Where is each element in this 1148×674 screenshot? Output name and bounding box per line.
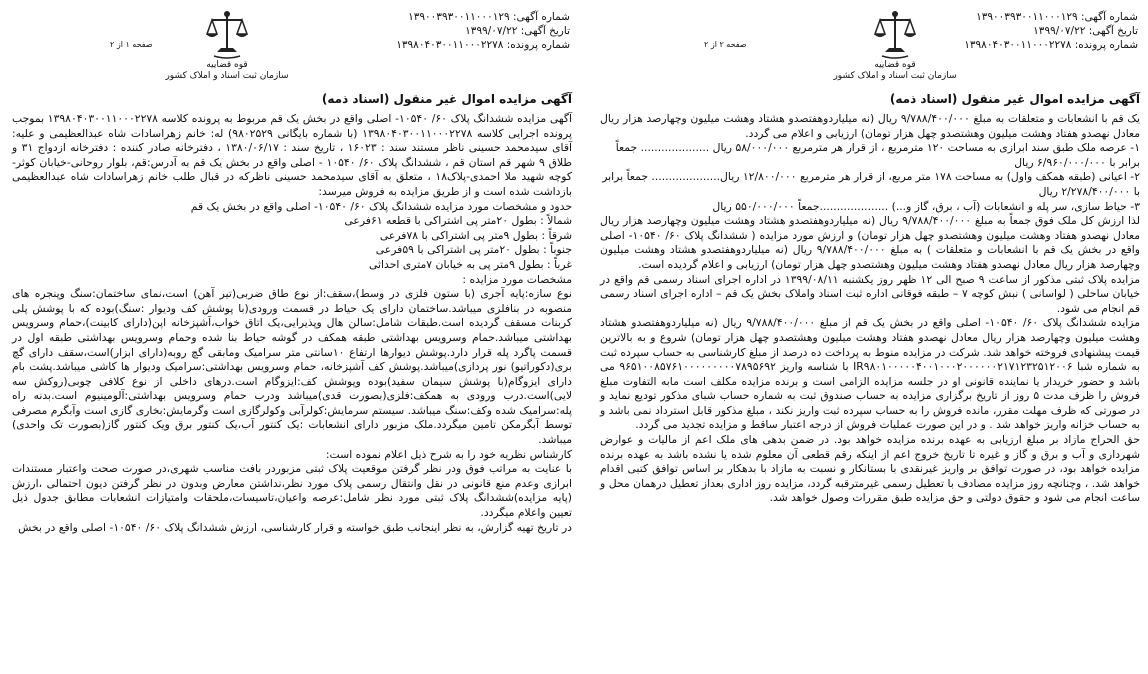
org-name-registry: سازمان ثبت اسناد و املاک کشور bbox=[165, 71, 289, 81]
paragraph: یک قم با انشعابات و متعلقات به مبلغ ۹/۷۸۸/۴۰۰/۰۰۰ ریال (نه میلیاردوهفتصدو هشتاد وهشت میلیون وچهارصد هزار ریال معادل نهصدو هفتاد وهشت میلیون وهشتصدو چهل هزار تومان) ارزیابی و اعلام می گردد. bbox=[600, 112, 1140, 140]
paragraph: آگهی مزایده ششدانگ پلاک ۶۰/ ۱۰۵۴۰- اصلی واقع در بخش یک قم مربوط به پرونده کلاسه ۱۳۹۸۰۴۰۳۰۰۱۱۰۰۰۲۲۷۸ بموجب پرونده اجرایی کلاسه ۱۳۹۸۰۴۰۳۰۰۱۱۰۰۰۲۲۷۸ (با شماره بایگانی ۹۸۰۲۵۲۹) له: خانم زهراسادات شاه عبدالعظیمی و علیه: آقای سیدمحمد حسینی ناظر مستند سند : ۱۶۰۲۳ ، تاریخ سند : ۱۳۸۰/۰۶/۱۷ ، دفترخانه صادر کننده : دفترخانه ازدواج ۳۱ و طلاق ۹ شهر قم استان قم ، ششدانگ پلاک ۶۰/ ۱۰۵۴۰ - اصلی واقع در بخش یک قم به آدرس:قم، بلوار روحانی-خیابان کوثر-کوچه شهید ملا احمدی-پلاک۱۸ ، متعلق به آقای سیدمحمد حسینی ناظرکه در قبال طلب خانم زهراسادات شاه عبدالعظیمی بازداشت شده است و از طریق مزایده به فروش میرسد: bbox=[12, 112, 572, 198]
paragraph: حدود و مشخصات مورد مزایده ششدانگ پلاک ۶۰/ ۱۰۵۴۰- اصلی واقع در بخش یک قم bbox=[190, 199, 572, 213]
ad-meta bbox=[964, 10, 1138, 52]
org-name-registry: سازمان ثبت اسناد و املاک کشور bbox=[833, 71, 957, 81]
notice-body bbox=[600, 112, 1140, 506]
page-number: صفحه ۱ از ۲ bbox=[110, 40, 153, 49]
notice-body bbox=[12, 112, 572, 535]
paragraph: ۱- عرصه ملک طبق سند ابرازی به مساحت ۱۲۰ مترمربع ، از قرار هر مترمربع ۵۸/۰۰۰/۰۰۰ ریال .................... جمعاً برابر با ۶/۹۶۰/۰۰۰/۰۰۰ ریال bbox=[615, 141, 1140, 169]
paragraph: جنوباً : بطول ۲۰متر پی اشتراکی با ۵۹فرعی bbox=[375, 243, 572, 257]
judiciary-emblem bbox=[152, 8, 302, 82]
ad-number: شماره آگهی: ۱۳۹۰۰۳۹۳۰۰۱۱۰۰۰۱۲۹ bbox=[976, 11, 1138, 23]
paragraph: نوع سازه:پایه آجری (با ستون فلزی در وسط)،سقف:از نوع طاق ضربی(تیر آهن) است،نمای ساختمان:سنگ وپنجره های منصوبه در بنافلزی میباشد.ساختمان دارای یک حیاط در قسمت ورودی(با پوشش کف ودیوار :سنگ)بوده که با پوشش پلی کربنات مسقف گردیده است.طبقات شامل:سالن هال وپذیرایی،یک اتاق خواب،آشپزخانه اپن(دارای کابینت)،حمام وسرویس بهداشتی میباشد.حمام وسرویس بهداشتی طبقه همکف در گوشه حیاط بنا شده وحمام وسرویس بهداشتی طبقه اول در قسمت پاگرد پله قرار دارد.پوشش دیوارها ارتفاع ۱۰سانتی متر سرامیک ومابقی گچ روبه(دارای ابزار)است،سقف دارای گچ بری(دکوراتیو) نور پردازی)میباشد.پوشش کف آشپزخانه، حمام وسرویس بهداشتی:سرامیک ودیوار ها کاشی میباشد.پشت بام دارای ایزوگام(با پوشش سیمان سفید)بوده وپوشش کف:ایزوگام است.درهای داخلی از نوع کلافی چوبی(روکش سه لایی)است.درب ورودی به همکف:فلزی(بصورت قدی)میباشد ودرب حمام وسرویس بهداشتی:آلومینیوم است.بدنه راه پله:سرامیک شده وکف:سنگ میباشد. سیستم سرمایش:کولرآبی وکولرگازی است وگرمایش:بخاری گازی است وآبگرم مصرفی توسط آبگرمکن تامین میگردد.ملک مزبور دارای انشعابات :یک کنتور آب،یک کنتور برق ویک کنتور گاز(بصورت تک واحدی) میباشد. bbox=[12, 287, 572, 447]
paragraph: مزایده پلاک ثبتی مذکور از ساعت ۹ صبح الی ۱۲ ظهر روز یکشنبه ۱۳۹۹/۰۸/۱۱ در اداره اجرای اسناد رسمی قم واقع در خیابان ساحلی ( لواسانی ) نبش کوچه ۷ – طبقه فوقانی اداره ثبت اسناد واملاک بخش یک قم – اداره اجرای اسناد رسمی قم انجام می شود. bbox=[600, 272, 1140, 315]
page-2 bbox=[590, 0, 1148, 674]
paragraph: ۲- اعیانی (طبقه همکف واول) به مساحت ۱۷۸ متر مربع، از قرار هر مترمربع ۱۲/۸۰۰/۰۰۰ ریال.................... جمعاً برابر با ۲/۲۷۸/۴۰۰/۰۰۰ ریال bbox=[602, 170, 1140, 198]
page-number: صفحه ۲ از ۲ bbox=[704, 40, 747, 49]
paragraph: مزایده ششدانگ پلاک ۶۰/ ۱۰۵۴۰- اصلی واقع در بخش یک قم از مبلغ ۹/۷۸۸/۴۰۰/۰۰۰ ریال (نه میلیاردوهفتصدو هشتاد وهشت میلیون وچهارصد هزار ریال معادل نهصدو هفتاد وهشت میلیون وهشتصدو چهل هزار تومان) شروع و به بالاترین قیمت پیشنهادی فروخته خواهد شد. شرکت در مزایده منوط به پرداخت ده درصد از مبلغ کارشناسی به حساب سپرده ثبت به شماره شبا IR۹۸۰۱۰۰۰۰۰۴۰۰۱۰۰۰۲۰۰۰۰۰۰۲۱۷۱۲۳۲۵۱۲۰۰۶ با شناسه واریز ۹۶۵۱۰۰۸۵۷۶۱۰۰۰۰۰۰۰۰۰۷۸۹۵۶۹۲ می باشد و حضور خریدار یا نماینده قانونی او در جلسه مزایده الزامی است و برنده مزایده مکلف است مابه التفاوت مبلغ فروش را ظرف مدت ۵ روز از تاریخ برگزاری مزایده به حساب صندوق ثبت به شماره حساب شبای مذکور تودیع نماید و در صورتی که ظرف مهلت مقرر، مانده فروش را به حساب سپرده ثبت واریز نکند ، مبلغ مذکور قابل استرداد نمی باشد و به حساب خزانه واریز خواهد شد . و در این صورت عملیات فروش از درجه اعتبار ساقط و مزایده تجدید می گردد. bbox=[600, 316, 1141, 432]
scales-of-justice-icon bbox=[872, 8, 918, 60]
case-number: شماره پرونده: ۱۳۹۸۰۴۰۳۰۰۱۱۰۰۰۲۲۷۸ bbox=[964, 39, 1138, 51]
paragraph: کارشناس نظریه خود را به شرح ذیل اعلام نموده است: bbox=[325, 447, 572, 461]
judiciary-emblem bbox=[820, 8, 970, 82]
paragraph: شرقاً : بطول ۹متر پی اشتراکی با ۷۸فرعی bbox=[379, 228, 572, 242]
org-name-judiciary: قوه قضاییه bbox=[206, 60, 248, 70]
ad-date: تاریخ آگهی: ۱۳۹۹/۰۷/۲۲ bbox=[465, 25, 570, 37]
paragraph: غرباً : بطول ۹متر پی به خیابان ۷متری احداثی bbox=[369, 257, 572, 271]
page-header bbox=[600, 0, 1140, 92]
paragraph: مشخصات مورد مزایده : bbox=[462, 272, 572, 286]
paragraph: لذا ارزش کل ملک فوق جمعاً به مبلغ ۹/۷۸۸/۴۰۰/۰۰۰ ریال (نه میلیاردوهفتصدو هشتاد وهشت میلیون وچهارصد هزار ریال معادل نهصدو هفتاد وهشت میلیون وهشتصدو چهل هزار تومان) و ارزش مورد مزایده ( ششدانگ پلاک ۶۰/ ۱۰۵۴۰- اصلی واقع در بخش یک قم با انشعابات و متعلقات ) به مبلغ ۹/۷۸۸/۴۰۰/۰۰۰ ریال (نه میلیاردوهفتصدو هشتاد وهشت میلیون وچهارصد هزار ریال معادل نهصدو هفتاد وهشت میلیون وهشتصدو چهل هزار تومان) ارزیابی و اعلام گردیده است. bbox=[600, 214, 1141, 271]
ad-meta bbox=[396, 10, 570, 52]
ad-number: شماره آگهی: ۱۳۹۰۰۳۹۳۰۰۱۱۰۰۰۱۲۹ bbox=[408, 11, 570, 23]
case-number: شماره پرونده: ۱۳۹۸۰۴۰۳۰۰۱۱۰۰۰۲۲۷۸ bbox=[396, 39, 570, 51]
paragraph: در تاریخ تهیه گزارش، به نظر اینجانب طبق خواسته و قرار کارشناسی، ارزش ششدانگ پلاک ۶۰/ ۱۰۵۴۰- اصلی واقع در بخش bbox=[18, 520, 572, 534]
page-header bbox=[12, 0, 572, 92]
paragraph: با عنایت به مراتب فوق ودر نظر گرفتن موقعیت پلاک ثبتی مزبوردر بافت مناسب شهری،در صورت صحت واعتبار مستندات ابرازی وعدم منع قانونی در نقل وانتقال رسمی پلاک مورد نظر،نداشتن معارض وبدون در نظر گرفتن دیون احتمالی ،ارزش (پایه مزایده)ششدانگ پلاک ثبتی مورد نظر شامل:عرصه واعیان،تاسیسات،ملحقات وامتیازات انشعابات مطابق جدول ذیل تعیین واعلام میگردد. bbox=[12, 462, 572, 520]
notice-title: آگهی مزایده اموال غیر منقول (اسناد ذمه) bbox=[889, 92, 1140, 106]
notice-title: آگهی مزایده اموال غیر منقول (اسناد ذمه) bbox=[321, 92, 572, 106]
org-name-judiciary: قوه قضاییه bbox=[874, 60, 916, 70]
paragraph: حق الحراج مازاد بر مبلغ ارزیابی به عهده برنده مزایده خواهد بود. در ضمن بدهی های ملک اعم از مالیات و عوارض شهرداری و آب و برق و گاز و غیره تا تاریخ خروج اعم از اینکه رقم قطعی آن معلوم شده یا نشده باشد به عهده برنده مزایده خواهد بود، در صورت توافق بر واریز غیرنقدی با بستانکار و نسبت به مازاد با بدهکار بر اساس توافق کتبی اقدام خواهد شد. ، وچنانچه روز مزایده مصادف با تعطیل رسمی غیرمترقبه گردد، مزایده روز اداری بعداز تعطیل درهمان محل و ساعت انجام می شود و حقوق دولتی و حق مزایده طبق مقررات وصول خواهد شد. bbox=[600, 433, 1140, 505]
paragraph: شمالاً : بطول ۲۰متر پی اشتراکی با قطعه ۶۱فرعی bbox=[344, 214, 572, 228]
scales-of-justice-icon bbox=[204, 8, 250, 60]
ad-date: تاریخ آگهی: ۱۳۹۹/۰۷/۲۲ bbox=[1033, 25, 1138, 37]
paragraph: ۳- حیاط سازی، سر پله و انشعابات (آب ، برق، گاز و...) ....................جمعاً ۵۵۰/۰۰۰/۰۰۰ ریال bbox=[712, 199, 1140, 213]
